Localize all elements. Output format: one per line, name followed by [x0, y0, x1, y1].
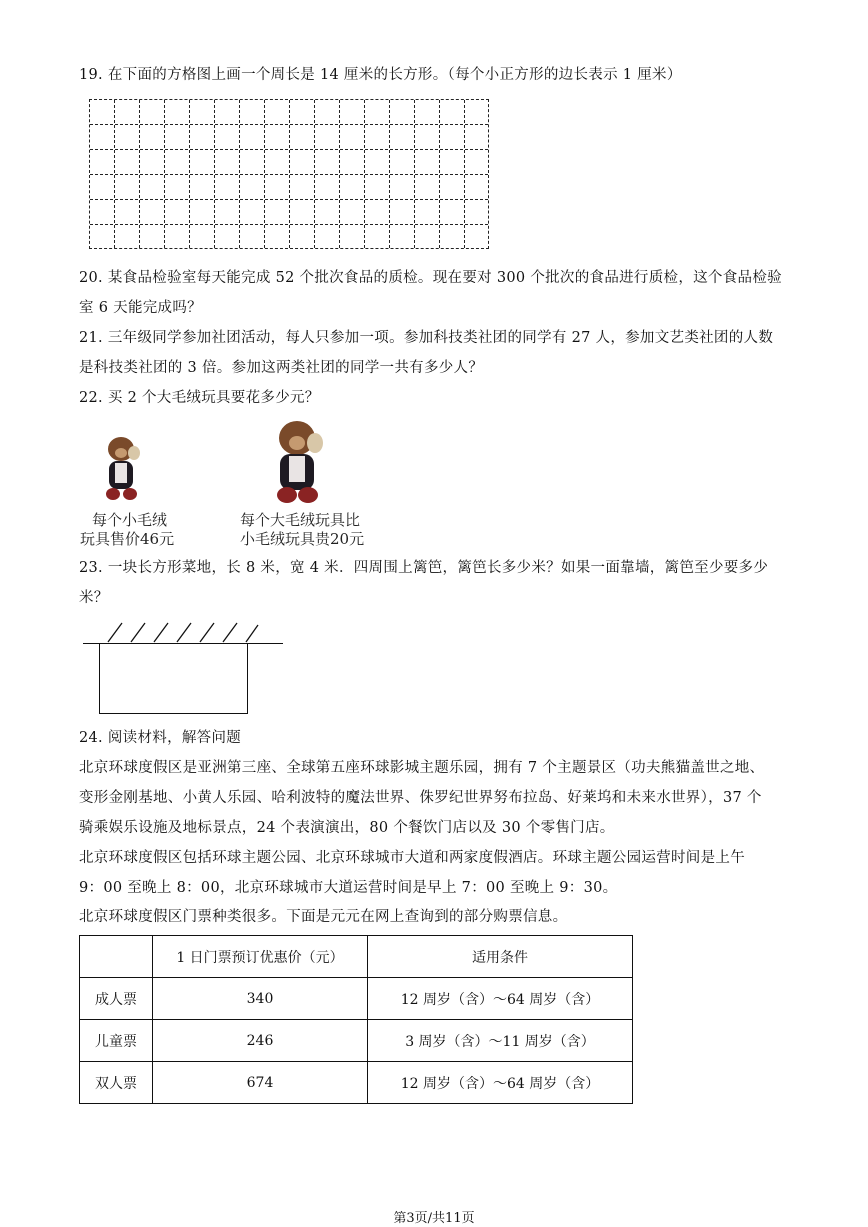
- table-cell: 3 周岁（含）～11 周岁（含）: [368, 1020, 633, 1062]
- table-header-row: [80, 936, 633, 978]
- large-plush-toy-image: [268, 418, 330, 506]
- q24-paragraph-2-line-1: 北京环球度假区包括环球主题公园、北京环球城市大道和两家度假酒店。环球主题公园运营时间是上午: [79, 850, 745, 866]
- vegetable-plot-rectangle: [99, 644, 248, 714]
- question-19: 19. 在下面的方格图上画一个周长是 14 厘米的长方形。（每个小正方形的边长表示 1 厘米）: [79, 67, 682, 83]
- q24-paragraph-1-line-1: 北京环球度假区是亚洲第三座、全球第五座环球影城主题乐园，拥有 7 个主题景区（功夫熊猫盖世之地、: [79, 760, 765, 776]
- question-20-line-1: 20. 某食品检验室每天能完成 52 个批次食品的质检。现在要对 300 个批次的食品进行质检，这个食品检验: [79, 270, 782, 286]
- q24-paragraph-1-line-3: 骑乘娱乐设施及地标景点，24 个表演演出，80 个餐饮门店以及 30 个零售门店。: [79, 820, 615, 836]
- table-header-cell: 1 日门票预订优惠价（元）: [153, 936, 368, 978]
- large-toy-caption-2: 小毛绒玩具贵20元: [240, 530, 365, 548]
- table-cell: 儿童票: [80, 1020, 153, 1062]
- question-22: 22. 买 2 个大毛绒玩具要花多少元？: [79, 390, 320, 406]
- table-cell: 12 周岁（含）～64 周岁（含）: [368, 1062, 633, 1104]
- ticket-price-table: [79, 935, 633, 1104]
- table-cell: 成人票: [80, 978, 153, 1020]
- table-row: [80, 1020, 633, 1062]
- table-row: [80, 978, 633, 1020]
- table-header-cell: [80, 936, 153, 978]
- question-20-line-2: 室 6 天能完成吗？: [79, 300, 202, 316]
- q24-paragraph-1-line-2: 变形金刚基地、小黄人乐园、哈利波特的魔法世界、侏罗纪世界努布拉岛、好莱坞和未来水世界），37 个: [79, 790, 762, 806]
- table-cell: 246: [153, 1020, 368, 1062]
- table-header-cell: 适用条件: [368, 936, 633, 978]
- small-toy-caption-2: 玩具售价46元: [80, 530, 175, 548]
- question-21-line-2: 是科技类社团的 3 倍。参加这两类社团的同学一共有多少人？: [79, 360, 484, 376]
- small-plush-toy-image: [100, 435, 144, 505]
- grid-line-horizontal: [90, 174, 488, 175]
- large-toy-caption-1: 每个大毛绒玩具比: [240, 511, 361, 529]
- dashed-grid: [89, 99, 489, 249]
- table-row: [80, 1062, 633, 1104]
- table-cell: 12 周岁（含）～64 周岁（含）: [368, 978, 633, 1020]
- grid-line-horizontal: [90, 199, 488, 200]
- question-23-line-1: 23. 一块长方形菜地，长 8 米，宽 4 米．四周围上篱笆，篱笆长多少米？如果一面靠墙，篱笆至少要多少: [79, 560, 769, 576]
- table-cell: 340: [153, 978, 368, 1020]
- q24-paragraph-2-line-2: 9：00 至晚上 8：00，北京环球城市大道运营时间是早上 7：00 至晚上 9：30。: [79, 880, 618, 896]
- question-21-line-1: 21. 三年级同学参加社团活动，每人只参加一项。参加科技类社团的同学有 27 人，参加文艺类社团的人数: [79, 330, 774, 346]
- page-number-footer: 第3页/共11页: [393, 1211, 475, 1226]
- wall-hatching: [100, 620, 260, 644]
- small-toy-caption-1: 每个小毛绒: [92, 511, 168, 529]
- grid-line-horizontal: [90, 149, 488, 150]
- q24-paragraph-3-line-1: 北京环球度假区门票种类很多。下面是元元在网上查询到的部分购票信息。: [79, 909, 568, 925]
- question-24-title: 24. 阅读材料，解答问题: [79, 730, 242, 746]
- grid-line-horizontal: [90, 224, 488, 225]
- question-23-line-2: 米？: [79, 590, 109, 606]
- table-cell: 674: [153, 1062, 368, 1104]
- grid-line-horizontal: [90, 124, 488, 125]
- table-cell: 双人票: [80, 1062, 153, 1104]
